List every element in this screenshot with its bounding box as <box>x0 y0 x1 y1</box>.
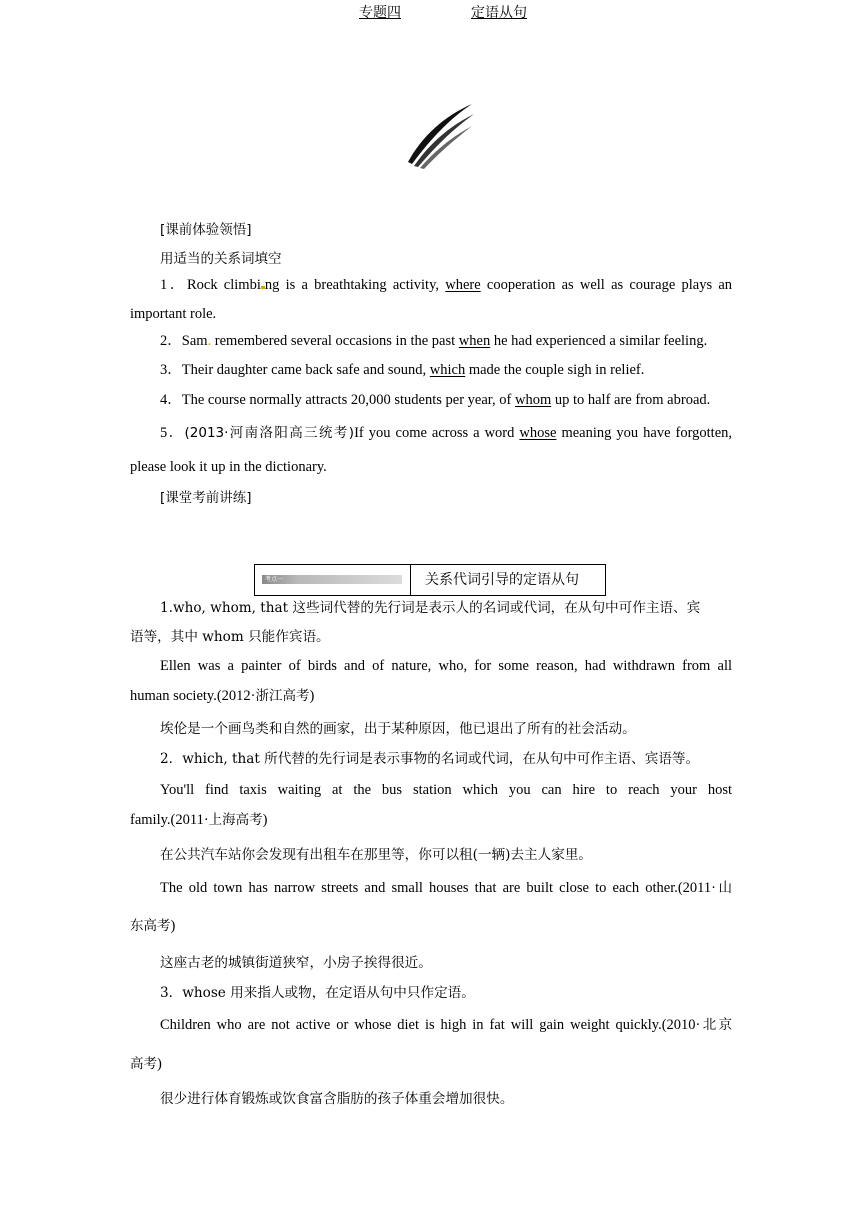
key-point-box <box>254 564 606 596</box>
exercise-item-5-cont: please look it up in the dictionary. <box>130 459 327 475</box>
answer-blank: where <box>445 277 481 293</box>
rule-2: 2．which, that 所代替的先行词是表示事物的名词或代词，在从句中可作主语、宾语等。 <box>160 751 700 767</box>
answer-blank: whom <box>514 392 552 408</box>
section-heading-lecture: [课堂考前讲练] <box>160 490 252 506</box>
title-topic-number: 专题四 <box>359 5 401 21</box>
section-heading-preview: [课前体验领悟] <box>160 222 252 238</box>
rule-3: 3．whose 用来指人或物，在定语从句中只作定语。 <box>160 985 475 1001</box>
translation-3: 这座古老的城镇街道狭窄，小房子挨得很近。 <box>160 955 432 971</box>
example-3-line-1: The old town has narrow streets and small houses that are built close to each other.(2011·山 <box>160 880 732 896</box>
example-2-line-2: family.(2011·上海高考) <box>130 812 268 828</box>
rule-1-line-2: 语等，其中 whom 只能作宾语。 <box>130 629 330 645</box>
example-4-line-2: 高考) <box>130 1056 162 1072</box>
translation-2: 在公共汽车站你会发现有出租车在那里等，你可以租(一辆)去主人家里。 <box>160 847 593 863</box>
example-1-line-2: human society.(2012·浙江高考) <box>130 688 315 704</box>
example-4-line-1: Children who are not active or whose diet is high in fat will gain weight quickly.(2010·北京 <box>160 1017 733 1033</box>
exercise-item-2: 2．Sam. remembered several occasions in the past when he had experienced a similar feeling. <box>160 333 708 349</box>
rule-1-line-1: 1.who, whom, that 这些词代替的先行词是表示人的名词或代词，在从句中可作主语、宾 <box>160 600 701 616</box>
example-3-line-2: 东高考) <box>130 918 176 934</box>
title-topic-name: 定语从句 <box>471 5 527 21</box>
instruction-text: 用适当的关系词填空 <box>160 251 282 267</box>
exercise-item-1-cont: important role. <box>130 306 217 322</box>
translation-1: 埃伦是一个画鸟类和自然的画家，出于某种原因，他已退出了所有的社会活动。 <box>160 721 636 737</box>
example-2-line-1: You'll find taxis waiting at the bus station which you can hire to reach your host <box>160 782 732 798</box>
exercise-item-5: 5．(2013·河南洛阳高三统考)If you come across a word whose meaning you have forgotten, <box>160 425 733 441</box>
key-point-title: 关系代词引导的定语从句 <box>425 572 579 588</box>
key-point-tag-cell <box>255 565 411 595</box>
key-point-tag-label: 考点一 <box>265 576 284 583</box>
example-1-line-1: Ellen was a painter of birds and of nature, who, for some reason, had withdrawn from all <box>160 658 732 674</box>
exercise-item-4: 4．The course normally attracts 20,000 students per year, of whom up to half are from abroad. <box>160 392 711 408</box>
answer-blank: when <box>458 333 491 349</box>
answer-blank: which <box>429 362 466 378</box>
translation-4: 很少进行体育锻炼或饮食富含脂肪的孩子体重会增加很快。 <box>160 1091 514 1107</box>
answer-blank: whose <box>519 425 557 441</box>
page-title <box>0 0 860 22</box>
swoosh-ornament-icon <box>400 100 480 170</box>
exercise-item-3: 3．Their daughter came back safe and sound, which made the couple sigh in relief. <box>160 362 645 378</box>
exercise-item-1: 1．Rock climbi ng is a breathtaking activity, where cooperation as well as courage plays an <box>160 277 733 293</box>
